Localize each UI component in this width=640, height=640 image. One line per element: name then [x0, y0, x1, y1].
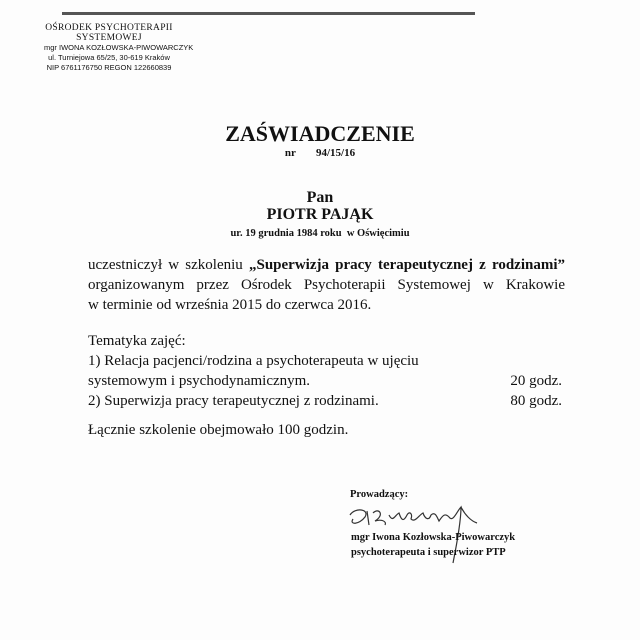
- body-line3: w terminie od września 2015 do czerwca 2016.: [88, 297, 372, 313]
- topic-1-line2: systemowym i psychodynamicznym.: [88, 373, 311, 389]
- total-hours: Łącznie szkolenie obejmowało 100 godzin.: [88, 422, 349, 438]
- org-name-1: OŚRODEK PSYCHOTERAPII: [45, 23, 173, 33]
- doc-title: ZAŚWIADCZENIE: [225, 121, 415, 146]
- signer-name: mgr Iwona Kozłowska-Piwowarczyk: [351, 532, 516, 543]
- doc-number: nr 94/15/16: [284, 147, 356, 159]
- course-name: „Superwizja pracy terapeutycznej z rodzinami”: [248, 257, 566, 273]
- org-name-2: SYSTEMOWEJ: [76, 33, 142, 43]
- topic-1-line1: 1) Relacja pacjenci/rodzina a psychoterapeuta w ujęciu: [88, 353, 419, 369]
- salutation: Pan: [306, 189, 334, 206]
- org-owner: mgr IWONA KOZŁOWSKA-PIWOWARCZYK: [44, 43, 194, 52]
- signer-role: psychoterapeuta i superwizor PTP: [351, 547, 506, 558]
- letterhead: [44, 23, 194, 73]
- topics: [88, 331, 562, 411]
- body-line2: organizowanym przez Ośrodek Psychoterapii Systemowej w Krakowie: [88, 277, 565, 293]
- person-name: PIOTR PAJĄK: [266, 206, 374, 223]
- topics-heading: Tematyka zajęć:: [88, 333, 186, 349]
- topic-2-line1: 2) Superwizja pracy terapeutycznej z rodzinami.: [88, 393, 379, 409]
- lead-label: Prowadzący:: [350, 489, 409, 500]
- topic-2-hours: 80 godz.: [510, 393, 562, 409]
- top-rule: [62, 12, 475, 15]
- body-paragraph: [88, 255, 565, 315]
- org-ids: NIP 6761176750 REGON 122660839: [46, 63, 172, 72]
- body-pre: uczestniczył w szkoleniu: [88, 257, 249, 273]
- org-address: ul. Turniejowa 65/25, 30-619 Kraków: [48, 53, 170, 62]
- birth-info: ur. 19 grudnia 1984 roku w Oświęcimiu: [230, 228, 410, 239]
- signer-block: [351, 530, 515, 560]
- topic-1-hours: 20 godz.: [510, 373, 562, 389]
